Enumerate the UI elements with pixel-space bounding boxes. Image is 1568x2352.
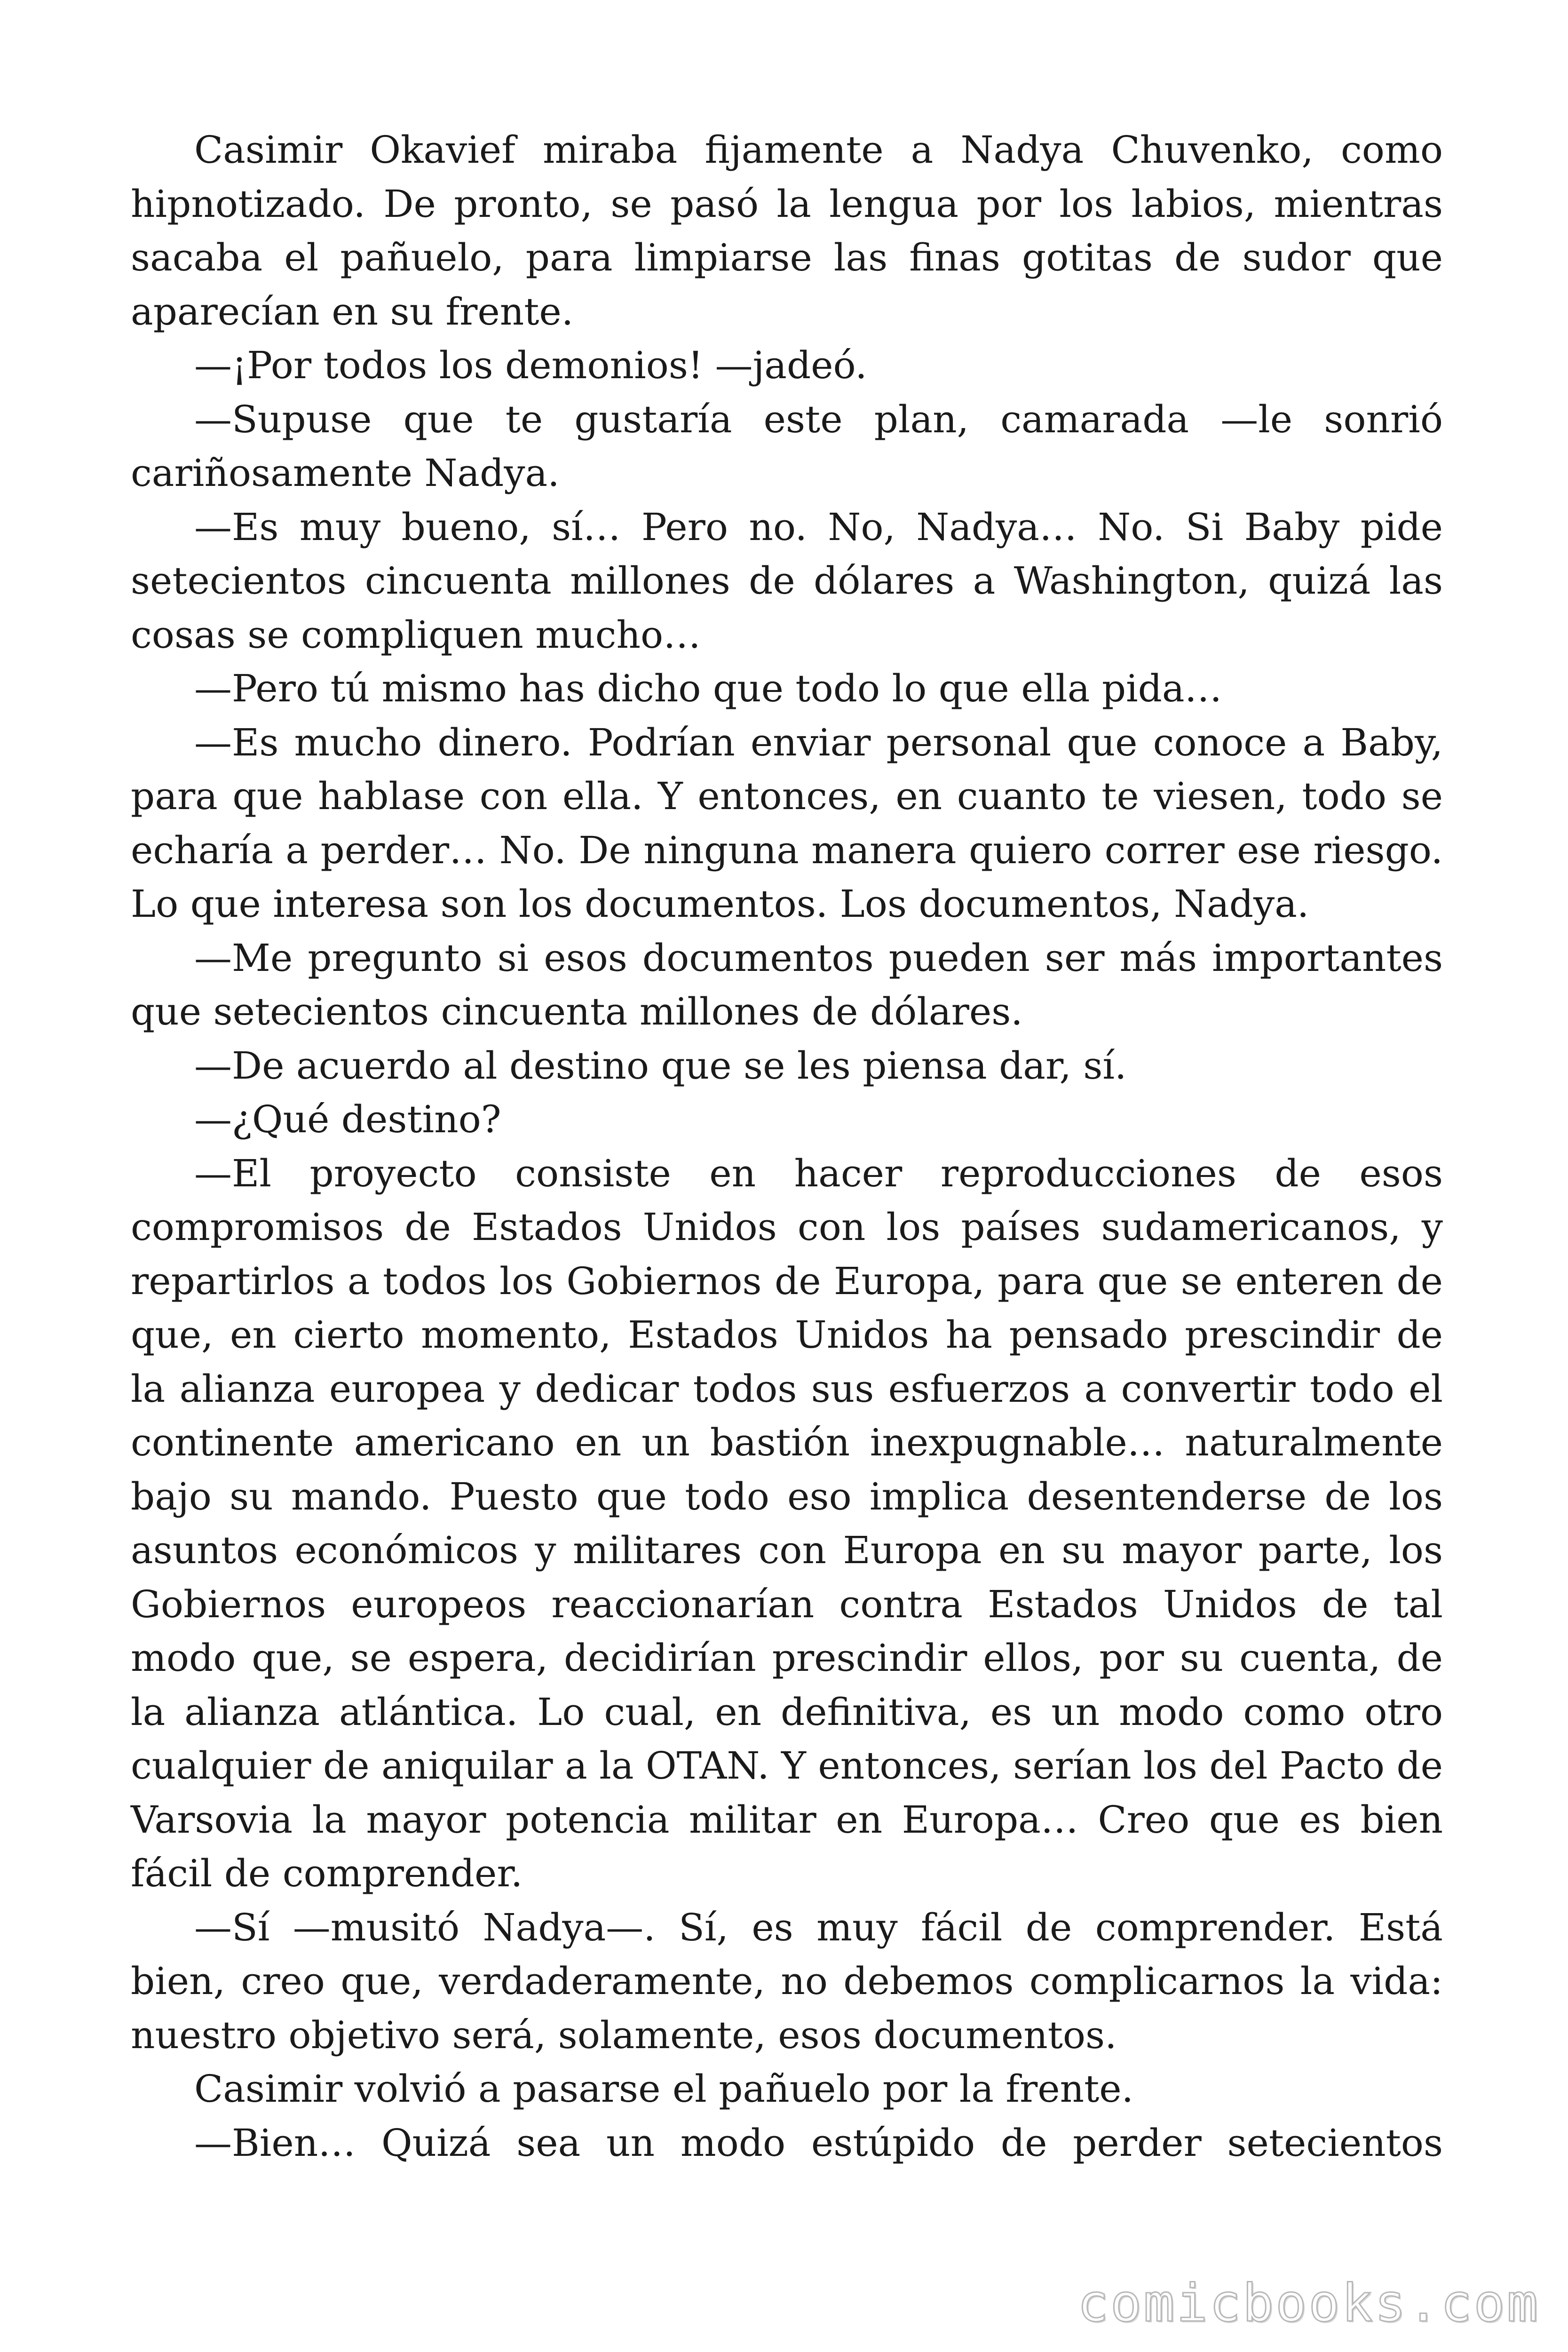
body-text <box>131 123 1443 2170</box>
paragraph: —De acuerdo al destino que se les piensa dar, sí. <box>194 1043 1127 1088</box>
paragraph: —Es muy bueno, sí… Pero no. No, Nadya… No. Si Baby pide setecientos cincuenta millones de dólares a Washington, quizá las cosas se compliquen mucho… <box>131 505 1443 657</box>
paragraph: —Sí —musitó Nadya—. Sí, es muy fácil de comprender. Está bien, creo que, verdaderamente, no debemos complicarnos la vida: nuestro objetivo será, solamente, esos documentos. <box>131 1905 1443 2057</box>
watermark: comicbooks.com <box>1077 2273 1540 2333</box>
paragraph: —¿Qué destino? <box>194 1097 501 1141</box>
paragraph: —Bien… Quizá sea un modo estúpido de perder setecientos <box>194 2121 1443 2165</box>
paragraph: —El proyecto consiste en hacer reproducciones de esos compromisos de Estados Unidos con los países sudamericanos, y repartirlos a todos los Gobiernos de Europa, para que se enteren de que, en cierto momento, Estados Unidos ha pensado prescindir de la alianza europea y dedicar todos sus esfuerzos a convertir todo el continente americano en un bastión inexpugnable… naturalmente bajo su mando. Puesto que todo eso implica desentenderse de los asuntos económicos y militares con Europa en su mayor parte, los Gobiernos europeos reaccionarían contra Estados Unidos de tal modo que, se espera, decidirían prescindir ellos, por su cuenta, de la alianza atlántica. Lo cual, en definitiva, es un modo como otro cualquier de aniquilar a la OTAN. Y entonces, serían los del Pacto de Varsovia la mayor potencia militar en Europa… Creo que es bien fácil de comprender. <box>131 1151 1443 1895</box>
paragraph: Casimir Okavief miraba fijamente a Nadya Chuvenko, como hipnotizado. De pronto, se pasó la lengua por los labios, mientras sacaba el pañuelo, para limpiarse las finas gotitas de sudor que aparecían en su frente. <box>131 128 1443 334</box>
paragraph: Casimir volvió a pasarse el pañuelo por la frente. <box>194 2067 1134 2111</box>
paragraph: —Pero tú mismo has dicho que todo lo que ella pida… <box>194 667 1222 710</box>
paragraph: —Supuse que te gustaría este plan, camarada —le sonrió cariñosamente Nadya. <box>131 397 1443 495</box>
paragraph: —Es mucho dinero. Podrían enviar personal que conoce a Baby, para que hablase con ella. Y entonces, en cuanto te viesen, todo se echaría a perder… No. De ninguna manera quiero correr ese riesgo. Lo que interesa son los documentos. Los documentos, Nadya. <box>131 720 1443 926</box>
paragraph: —¡Por todos los demonios! —jadeó. <box>194 343 867 387</box>
paragraph: —Me pregunto si esos documentos pueden ser más importantes que setecientos cincuenta millones de dólares. <box>131 936 1443 1033</box>
